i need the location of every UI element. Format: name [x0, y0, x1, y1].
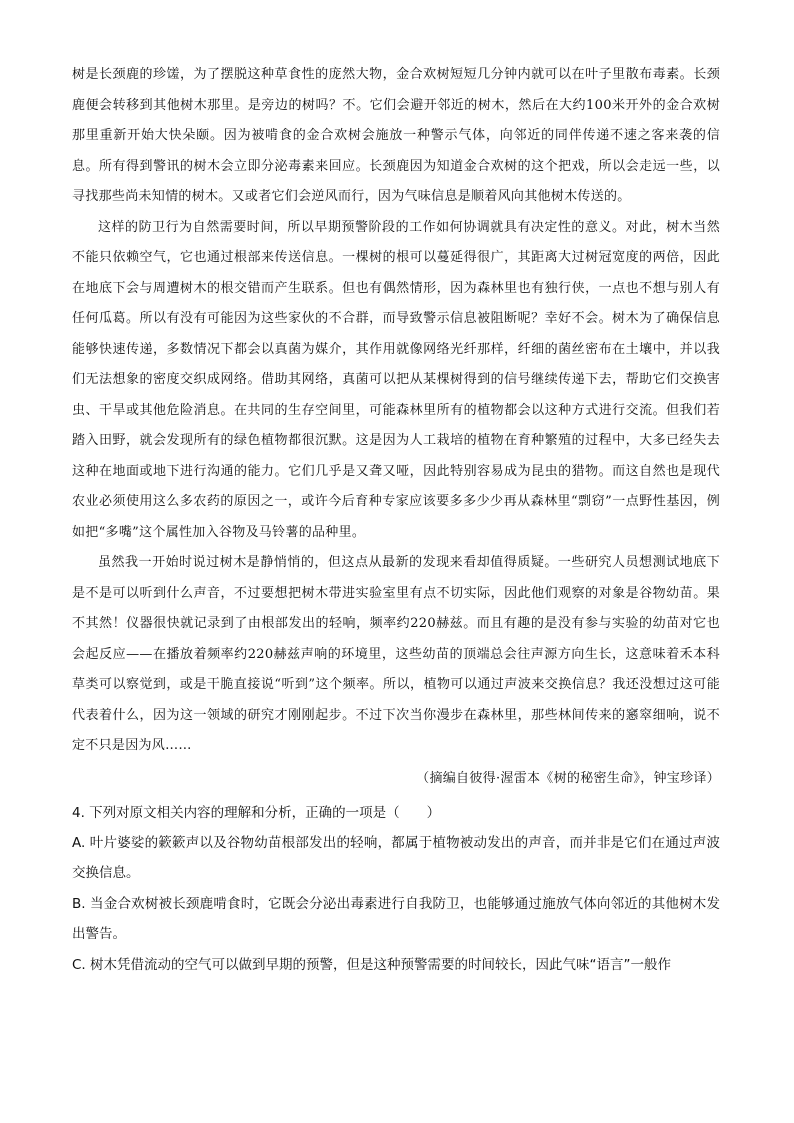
option-c: C. 树木凭借流动的空气可以做到早期的预警，但是这种预警需要的时间较长，因此气味“语言”一般作 [72, 956, 671, 973]
article-paragraph-2: 这样的防卫行为自然需要时间，所以早期预警阶段的工作如何协调就具有决定性的意义。对此，树木当然不能只依赖空气，它也通过根部来传送信息。一棵树的根可以蔓延得很广，其距离大过树冠宽度的两倍，因此在地底下会与周遭树木的根交错而产生联系。但也有偶然情形，因为森林里也有独行侠，一点也不想与别人有任何瓜葛。所以有没有可能因为这些家伙的不合群，而导致警示信息被阻断呢？幸好不会。树木为了确保信息能够快速传递，多数情况下都会以真菌为媒介，其作用就像网络光纤那样，纤细的菌丝密布在土壤中，并以我们无法想象的密度交织成网络。借助其网络，真菌可以把从某棵树得到的信号继续传递下去，帮助它们交换害虫、干旱或其他危险消息。在共同的生存空间里，可能森林里所有的植物都会以这种方式进行交流。但我们若踏入田野，就会发现所有的绿色植物都很沉默。这是因为人工栽培的植物在育种繁殖的过程中，大多已经失去这种在地面或地下进行沟通的能力。它们几乎是又聋又哑，因此特别容易成为昆虫的猎物。而这自然也是现代农业必须使用这么多农药的原因之一，或许今后育种专家应该要多多少少再从森林里“剽窃”一点野性基因，例如把“多嘴”这个属性加入谷物及马铃薯的品种里。 [72, 219, 720, 540]
question-stem: 4. 下列对原文相关内容的理解和分析，正确的一项是（ ） [72, 804, 441, 821]
option-b: B. 当金合欢树被长颈鹿啃食时，它既会分泌出毒素进行自我防卫，也能够通过施放气体向邻近的其他树木发出警告。 [72, 895, 720, 942]
article-paragraph-3: 虽然我一开始时说过树木是静悄悄的，但这点从最新的发现来看却值得质疑。一些研究人员想测试地底下是不是可以听到什么声音，不过要想把树木带进实验室里有点不切实际，因此他们观察的对象是谷物幼苗。果不其然！仪器很快就记录到了由根部发出的轻响，频率约220赫兹。而且有趣的是没有参与实验的幼苗对它也会起反应——在播放着频率约220赫兹声响的环境里，这些幼苗的顶端总会往声源方向生长，这意味着禾本科草类可以察觉到，或是干脆直接说“听到”这个频率。所以，植物可以通过声波来交换信息？我还没想过这可能代表着什么，因为这一领域的研究才刚刚起步。不过下次当你漫步在森林里，那些林间传来的窸窣细响，说不定不只是因为风…… [72, 555, 720, 753]
option-a: A. 叶片婆娑的簌簌声以及谷物幼苗根部发出的轻响，都属于植物被动发出的声音，而并非是它们在通过声波交换信息。 [72, 834, 720, 881]
article-source: （摘编自彼得·渥雷本《树的秘密生命》，钟宝珍译） [416, 770, 720, 786]
article-paragraph-1: 树是长颈鹿的珍馐，为了摆脱这种草食性的庞然大物，金合欢树短短几分钟内就可以在叶子里散布毒素。长颈鹿便会转移到其他树木那里。是旁边的树吗？不。它们会避开邻近的树木，然后在大约100米开外的金合欢树那里重新开始大快朵颐。因为被啃食的金合欢树会施放一种警示气体，向邻近的同伴传递不速之客来袭的信息。所有得到警讯的树木会立即分泌毒素来回应。长颈鹿因为知道金合欢树的这个把戏，所以会走远一些，以寻找那些尚未知情的树木。又或者它们会逆风而行，因为气味信息是顺着风向其他树木传送的。 [72, 67, 720, 204]
document-page [72, 60, 720, 980]
